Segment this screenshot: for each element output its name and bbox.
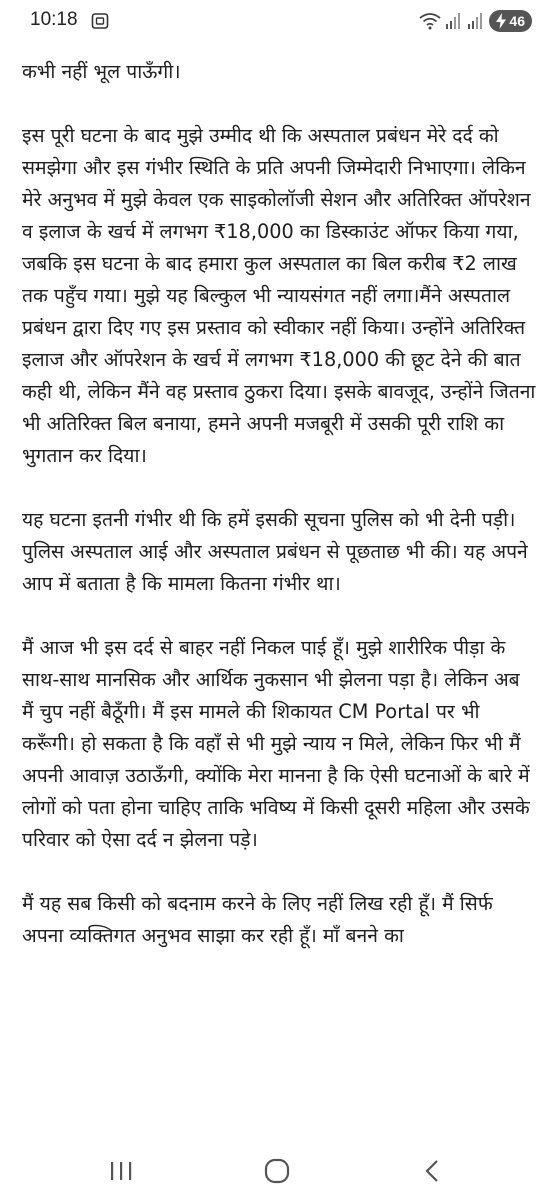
paragraph: कभी नहीं भूल पाऊँगी।: [22, 60, 181, 83]
back-icon[interactable]: [418, 1158, 448, 1184]
battery-indicator: [489, 10, 532, 32]
wifi-icon: [419, 12, 441, 30]
screen-record-icon: [91, 12, 109, 30]
article-body[interactable]: [22, 24, 537, 952]
paragraph: यह घटना इतनी गंभीर थी कि हमें इसकी सूचना पुलिस को भी देनी पड़ी। पुलिस अस्पताल आई और अस्पताल प्रबंधन से पूछताछ भी की। यह अपने आप में बताता है कि मामला कितना गंभीर था।: [22, 508, 528, 595]
navigation-bar: [0, 1140, 554, 1200]
signal-icon: [467, 12, 485, 30]
status-icons: [419, 9, 532, 33]
battery-charging-icon: [495, 13, 507, 29]
paragraph: मैं यह सब किसी को बदनाम करने के लिए नहीं लिख रही हूँ। मैं सिर्फ अपना व्यक्तिगत अनुभव साझा कर रही हूँ। माँ बनने का: [22, 892, 493, 947]
signal-icon: [445, 12, 463, 30]
status-time: 10:18: [30, 9, 78, 30]
battery-level: 46: [509, 13, 525, 29]
paragraph: मैं आज भी इस दर्द से बाहर नहीं निकल पाई हूँ। मुझे शारीरिक पीड़ा के साथ-साथ मानसिक और आर्थिक नुकसान भी झेलना पड़ा है। लेकिन अब मैं चुप नहीं बैठूँगी। मैं इस मामले की शिकायत CM Portal पर भी करूँगी। हो सकता है कि वहाँ से भी मुझे न्याय न मिले, लेकिन फिर भी मैं अपनी आवाज़ उठाऊँगी, क्योंकि मेरा मानना है कि ऐसी घटनाओं के बारे में लोगों को पता होना चाहिए ताकि भविष्य में किसी दूसरी महिला और उसके परिवार को ऐसा दर्द न झेलना पड़े।: [22, 636, 530, 851]
status-bar: [0, 0, 554, 44]
recent-apps-icon[interactable]: [106, 1158, 136, 1184]
paragraph: इस पूरी घटना के बाद मुझे उम्मीद थी कि अस्पताल प्रबंधन मेरे दर्द को समझेगा और इस गंभीर स्थिति के प्रति अपनी जिम्मेदारी निभाएगा। लेकिन मेरे अनुभव में मुझे केवल एक साइकोलॉजी सेशन और अतिरिक्त ऑपरेशन व इलाज के खर्च में लगभग ₹18,000 का डिस्काउंट ऑफर किया गया, जबकि इस घटना के बाद हमारा कुल अस्पताल का बिल करीब ₹2 लाख तक पहुँच गया। मुझे यह बिल्कुल भी न्यायसंगत नहीं लगा।मैंने अस्पताल प्रबंधन द्वारा दिए गए इस प्रस्ताव को स्वीकार नहीं किया। उन्होंने अतिरिक्त इलाज और ऑपरेशन के खर्च में लगभग ₹18,000 की छूट देने की बात कही थी, लेकिन मैंने वह प्रस्ताव ठुकरा दिया। इसके बावजूद, उन्होंने जितना भी अतिरिक्त बिल बनाया, हमने अपनी मजबूरी में उसकी पूरी राशि का भुगतान कर दिया।: [22, 124, 536, 467]
home-icon[interactable]: [262, 1158, 292, 1184]
